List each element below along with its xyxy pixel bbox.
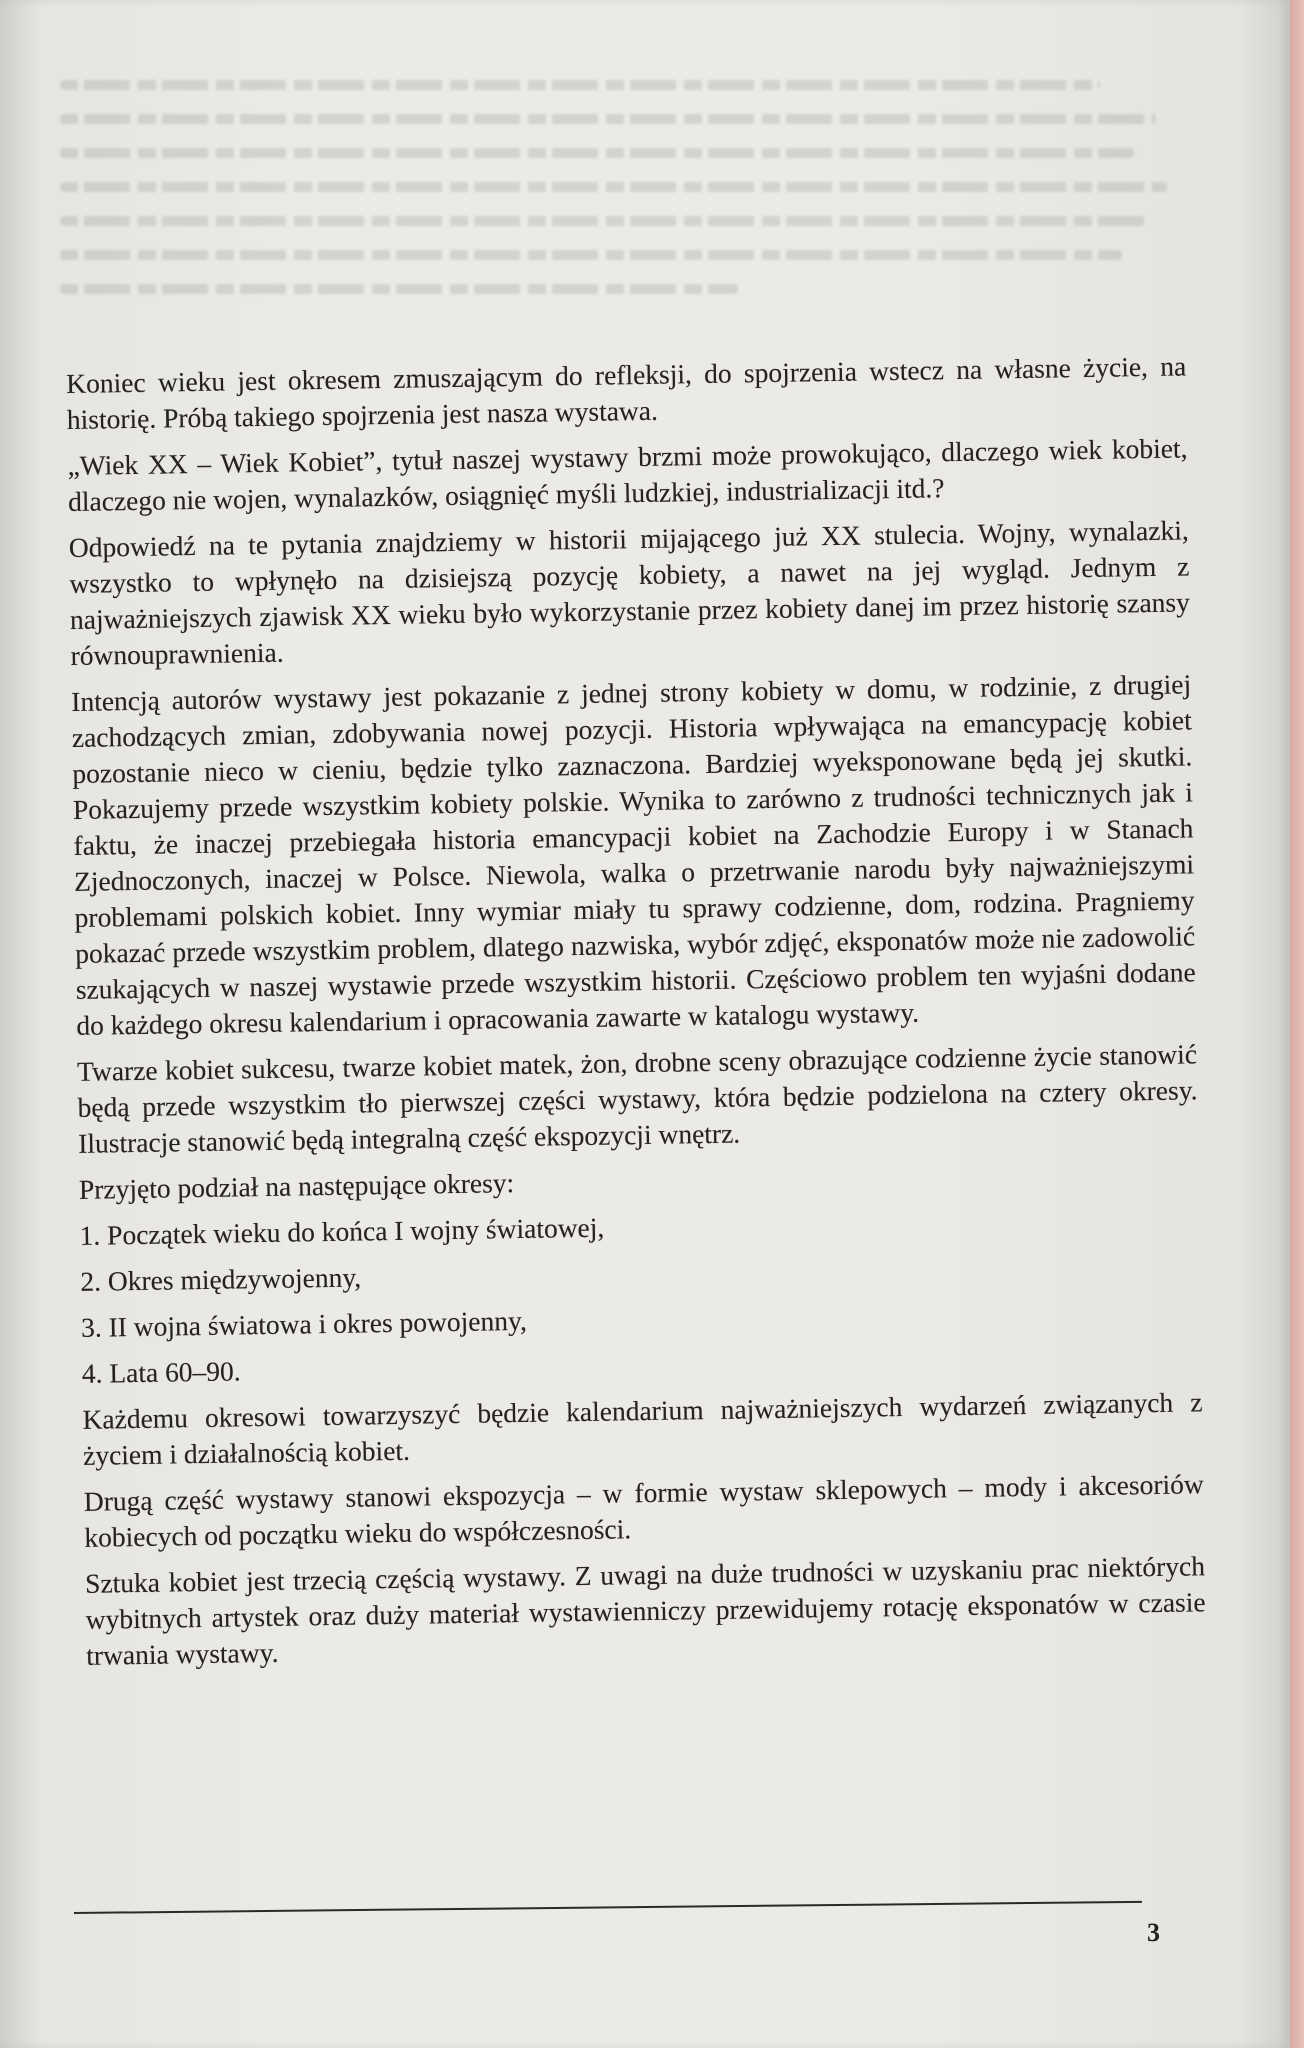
- paragraph-intention: Intencją autorów wystawy jest pokazanie z jednej strony kobiety w domu, w rodzinie, z drugiej zachodzących zmian, zdobywania nowej pozycji. Historia wpływająca na emancypację kobiet pozostanie nieco w cieniu, będzie tylko zaznaczona. Bardziej wyeksponowane będą jej skutki. Pokazujemy przede wszystkim kobiety polskie. Wynika to zarówno z trudności technicznych jak i faktu, że inaczej przebiegała historia emancypacji kobiet na Zachodzie Europy i w Stanach Zjednoczonych, inaczej w Polsce. Niewola, walka o przetrwanie narodu były najważniejszymi problemami polskich kobiet. Inny wymiar miały tu sprawy codzienne, dom, rodzina. Pragniemy pokazać przede wszystkim problem, dlatego nazwiska, wybór zdjęć, eksponatów może nie zadowolić szukających w naszej wystawie przede wszystkim historii. Częściowo problem ten wyjaśni dodane do każdego okresu kalendarium i opracowania zawarte w katalogu wystawy.: [71, 668, 1196, 1041]
- paragraph-intro: Koniec wieku jest okresem zmuszającym do refleksji, do spojrzenia wstecz na własne życie, na historię. Próbą takiego spojrzenia jest nasza wystawa.: [66, 350, 1187, 435]
- show-through-text: [60, 80, 1190, 360]
- paragraph-periods-intro: Przyjęto podział na następujące okresy:: [78, 1167, 515, 1205]
- paragraph-title-question: „Wiek XX – Wiek Kobiet”, tytuł naszej wystawy brzmi może prowokująco, dlaczego wiek kobiet, dlaczego nie wojen, wynalazków, osiągnięć myśli ludzkiej, industrializacji itd.?: [67, 432, 1188, 517]
- paragraph-faces: Twarze kobiet sukcesu, twarze kobiet matek, żon, drobne sceny obrazujące codzienne życie stanowić będą przede wszystkim tło pierwszej części wystawy, która będzie podzielona na cztery okresy. Ilustracje stanowić będą integralną część ekspozycji wnętrz.: [76, 1038, 1198, 1159]
- period-item-4: 4. Lata 60–90.: [81, 1355, 241, 1389]
- paragraph-answer: Odpowiedź na te pytania znajdziemy w historii mijającego już XX stulecia. Wojny, wynalazki, wszystko to wpłynęło na dzisiejszą pozycję kobiety, a nawet na jej wygląd. Jednym z najważniejszych zjawisk XX wieku było wykorzystanie przez kobiety danej im przez historię szansy równouprawnienia.: [68, 514, 1191, 671]
- paragraph-art: Sztuka kobiet jest trzecią częścią wystawy. Z uwagi na duże trudności w uzyskaniu prac niektórych wybitnych artystek oraz duży materiał wystawienniczy przewidujemy rotację eksponatów w czasie trwania wystawy.: [84, 1550, 1206, 1671]
- paragraph-fashion: Drugą część wystawy stanowi ekspozycja – w formie wystaw sklepowych – mody i akcesoriów kobiecych od początku wieku do współczesności.: [83, 1468, 1204, 1553]
- body-text: [66, 348, 1207, 1683]
- paragraph-calendar: Każdemu okresowi towarzyszyć będzie kalendarium najważniejszych wydarzeń związanych z życiem i działalnością kobiet.: [82, 1386, 1203, 1471]
- page-edge: [1290, 0, 1304, 2048]
- footer-rule: [74, 1901, 1142, 1914]
- page-number: 3: [1147, 1918, 1160, 1947]
- period-item-2: 2. Okres międzywojenny,: [80, 1261, 362, 1297]
- period-item-1: 1. Początek wieku do końca I wojny światowej,: [79, 1211, 605, 1251]
- period-item-3: 3. II wojna światowa i okres powojenny,: [80, 1304, 528, 1343]
